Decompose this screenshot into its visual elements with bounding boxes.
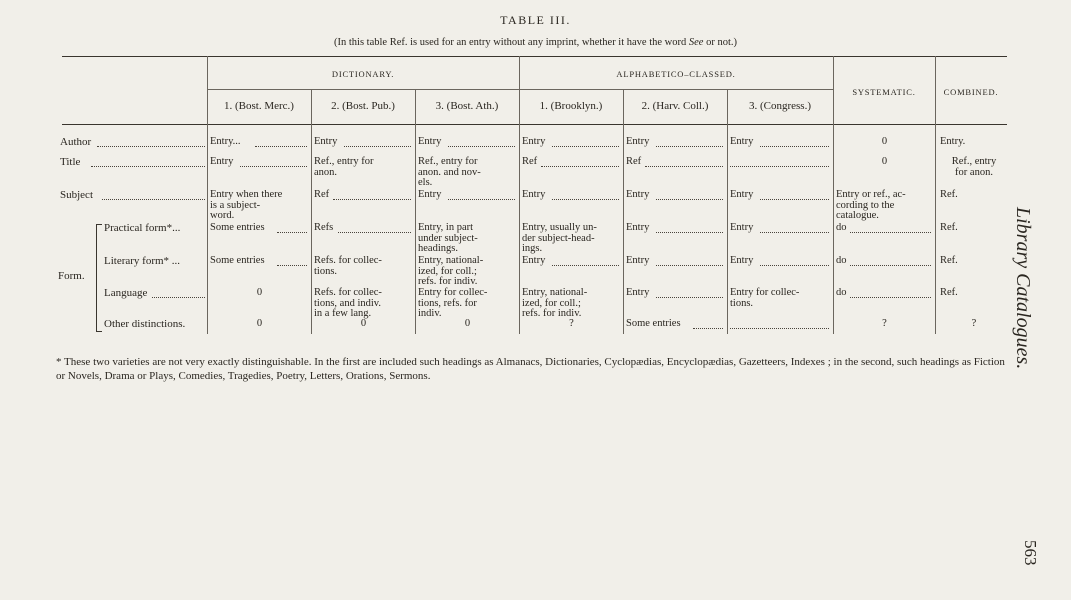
- cell-line: 0: [360, 318, 367, 329]
- table-cell: [418, 256, 517, 288]
- cell-line: Entry: [418, 189, 442, 200]
- form-brace: [96, 224, 102, 332]
- header-bottom-rule: [62, 124, 1007, 125]
- cell-line: ?: [569, 318, 574, 329]
- cell-line: Some entries: [210, 222, 265, 233]
- cell-line: headings.: [418, 243, 458, 254]
- col-line-2: [311, 89, 312, 334]
- cell-leader: [277, 265, 307, 266]
- col-line-3: [415, 89, 416, 334]
- cell-leader: [760, 265, 830, 266]
- row-label-leader: [102, 199, 205, 200]
- cell-line: anon.: [314, 166, 338, 178]
- row-label-leader: [91, 166, 205, 167]
- table-cell: [940, 319, 1008, 330]
- cell-line: tions.: [730, 297, 754, 309]
- col-head-brooklyn: 1. (Brooklyn.): [539, 100, 603, 112]
- top-rule: [62, 56, 1007, 57]
- cell-line: ?: [971, 318, 977, 329]
- cell-line: tions.: [314, 265, 338, 277]
- cell-line: Entry.: [940, 136, 966, 147]
- table-cell: [940, 256, 1008, 267]
- cell-leader: [333, 199, 411, 200]
- row-label: Language: [104, 287, 148, 299]
- cell-line: Entry: [626, 189, 650, 200]
- cell-line: in a few lang.: [314, 308, 372, 319]
- col-line-6: [727, 89, 728, 334]
- cell-line: Entry when there: [210, 189, 283, 200]
- col-head-harv-coll: 2. (Harv. Coll.): [641, 100, 709, 112]
- cell-line: tions, and indiv.: [314, 297, 381, 309]
- table-cell: [522, 319, 621, 330]
- page-number-text: 563: [1021, 540, 1040, 566]
- table-cell: [522, 223, 621, 255]
- table-note: [0, 37, 1071, 48]
- group-dictionary: DICTIONARY.: [331, 69, 395, 79]
- table-cell: [836, 137, 933, 148]
- table-cell: [210, 288, 309, 299]
- cell-line: Ref: [314, 189, 330, 200]
- cell-line: Ref.: [940, 287, 958, 298]
- cell-line: Entry for collec-: [418, 287, 488, 298]
- col-head-bost-ath: 3. (Bost. Ath.): [435, 100, 499, 112]
- cell-line: for anon.: [955, 166, 993, 178]
- cell-leader: [730, 166, 829, 167]
- table-cell: [940, 157, 1008, 178]
- cell-leader: [240, 166, 308, 167]
- cell-leader: [850, 265, 931, 266]
- cell-leader: [760, 146, 830, 147]
- cell-leader: [277, 232, 307, 233]
- cell-line: anon. and nov-: [418, 166, 481, 178]
- table-cell: [940, 223, 1008, 234]
- cell-line: els.: [418, 177, 433, 188]
- row-label-leader: [152, 297, 205, 298]
- cell-line: Some entries: [210, 255, 265, 266]
- row-label: Subject: [60, 189, 93, 201]
- cell-leader: [730, 328, 829, 329]
- col-line-4: [519, 56, 520, 334]
- cell-line: 0: [881, 156, 888, 167]
- note-text-after: or not.): [703, 37, 737, 48]
- cell-leader: [448, 199, 516, 200]
- cell-line: der subject-head-: [522, 232, 595, 244]
- col-line-8: [935, 56, 936, 334]
- cell-line: Ref.: [940, 222, 958, 233]
- cell-leader: [850, 232, 931, 233]
- cell-line: refs. for indiv.: [418, 276, 478, 287]
- table-cell: [314, 288, 413, 320]
- cell-leader: [760, 232, 830, 233]
- row-label: Title: [60, 156, 81, 168]
- cell-line: Refs. for collec-: [314, 287, 382, 298]
- running-head-text: Library Catalogues.: [1012, 207, 1034, 370]
- cell-line: word.: [210, 210, 235, 221]
- cell-line: do: [836, 255, 847, 266]
- cell-leader: [552, 265, 620, 266]
- row-label: Author: [60, 136, 92, 148]
- table-cell: [940, 190, 1008, 201]
- col-head-bost-merc: 1. (Bost. Merc.): [224, 100, 294, 112]
- cell-line: Entry: [730, 255, 754, 266]
- cell-line: 0: [464, 318, 471, 329]
- table-title: TABLE III.: [500, 13, 571, 27]
- cell-leader: [645, 166, 723, 167]
- col-head-bost-pub: 2. (Bost. Pub.): [331, 100, 395, 112]
- footnote: * These two varieties are not very exactly distinguishable. In the first are included such headings as Almanacs, Dictionaries, Cyclopædias, Encyclopædias, Gazetteers, Indexes ; in the second, such headings as Fiction or Novels, Drama or Plays, Comedies, Tragedies, Poetry, Letters, Orations, Sermons.: [56, 356, 1005, 382]
- cell-line: Entry: [522, 189, 546, 200]
- cell-leader: [448, 146, 516, 147]
- cell-line: Entry: [418, 136, 442, 147]
- cell-line: tions, refs. for: [418, 297, 477, 309]
- cell-line: Entry: [314, 136, 338, 147]
- cell-leader: [760, 199, 830, 200]
- cell-leader: [656, 232, 724, 233]
- cell-line: Ref: [626, 156, 642, 167]
- table-cell: [418, 288, 517, 320]
- table-cell: [210, 190, 309, 222]
- cell-line: ized, for coll.;: [522, 297, 581, 309]
- cell-line: Entry, national-: [522, 287, 588, 298]
- cell-leader: [552, 199, 620, 200]
- cell-line: Entry...: [210, 136, 241, 147]
- table-cell: [314, 319, 413, 330]
- table-cell: [836, 157, 933, 168]
- cell-line: Entry: [626, 136, 650, 147]
- row-label: Practical form*...: [104, 222, 181, 234]
- cell-line: Entry or ref., ac-: [836, 189, 906, 200]
- table-cell: [210, 319, 309, 330]
- cell-leader: [541, 166, 619, 167]
- cell-line: Entry: [626, 287, 650, 298]
- cell-line: Entry, in part: [418, 222, 474, 233]
- cell-leader: [552, 146, 620, 147]
- note-italic-word: See: [688, 37, 704, 48]
- row-label-leader: [97, 146, 205, 147]
- col-line-1: [207, 56, 208, 334]
- table-cell: [940, 288, 1008, 299]
- cell-line: Entry: [626, 255, 650, 266]
- row-label: Literary form* ...: [104, 255, 181, 267]
- cell-line: refs. for indiv.: [522, 308, 582, 319]
- cell-leader: [850, 297, 931, 298]
- col-line-7: [833, 56, 834, 334]
- note-text-before: (In this table Ref. is used for an entry without any imprint, whether it have the word: [334, 37, 689, 48]
- cell-line: catalogue.: [836, 210, 879, 221]
- cell-line: Entry: [730, 222, 754, 233]
- col-line-5: [623, 89, 624, 334]
- table-cell: [836, 190, 933, 222]
- cell-line: Ref., entry for: [418, 156, 478, 167]
- cell-leader: [656, 265, 724, 266]
- col-head-congress: 3. (Congress.): [748, 100, 812, 112]
- table-cell: [730, 288, 831, 309]
- cell-line: Ref: [522, 156, 538, 167]
- cell-line: ized, for coll.;: [418, 265, 477, 277]
- table-cell: [418, 223, 517, 255]
- cell-line: Ref., entry: [951, 156, 997, 167]
- cell-line: do: [836, 287, 847, 298]
- cell-leader: [656, 146, 724, 147]
- cell-line: Entry: [730, 136, 754, 147]
- cell-leader: [656, 297, 724, 298]
- cell-line: Ref.: [940, 255, 958, 266]
- cell-leader: [693, 328, 723, 329]
- cell-line: 0: [256, 287, 263, 298]
- cell-line: Ref., entry for: [314, 156, 374, 167]
- cell-line: 0: [881, 136, 888, 147]
- table-cell: [418, 157, 517, 189]
- cell-line: under subject-: [418, 232, 478, 244]
- cell-line: ings.: [522, 243, 543, 254]
- cell-line: Some entries: [626, 318, 681, 329]
- group-systematic: SYSTEMATIC.: [852, 87, 916, 97]
- cell-line: Refs. for collec-: [314, 255, 382, 266]
- cell-line: Entry: [210, 156, 234, 167]
- cell-line: Entry, usually un-: [522, 222, 597, 233]
- cell-line: indiv.: [418, 308, 442, 319]
- cell-line: Ref.: [940, 189, 958, 200]
- cell-leader: [656, 199, 724, 200]
- cell-line: Entry: [522, 136, 546, 147]
- table-cell: [940, 137, 1008, 148]
- cell-leader: [338, 232, 411, 233]
- cell-line: ?: [882, 318, 887, 329]
- cell-line: Entry: [730, 189, 754, 200]
- cell-line: Entry: [522, 255, 546, 266]
- form-label: Form.: [58, 270, 85, 282]
- table-cell: [418, 319, 517, 330]
- table-cell: [314, 256, 413, 277]
- cell-leader: [344, 146, 412, 147]
- row-label: Other distinctions.: [104, 318, 186, 330]
- cell-leader: [255, 146, 307, 147]
- group-combined: COMBINED.: [943, 87, 999, 97]
- table-cell: [836, 319, 933, 330]
- cell-line: Entry: [626, 222, 650, 233]
- table-cell: [522, 288, 621, 320]
- table-cell: [314, 157, 413, 178]
- cell-line: Entry for collec-: [730, 287, 800, 298]
- cell-line: cording to the: [836, 199, 895, 211]
- cell-line: is a subject-: [210, 199, 261, 211]
- cell-line: do: [836, 222, 847, 233]
- group-alphabetico: ALPHABETICO–CLASSED.: [616, 69, 736, 79]
- group-divider-rule: [207, 89, 833, 90]
- cell-line: 0: [256, 318, 263, 329]
- cell-line: Refs: [314, 222, 334, 233]
- cell-line: Entry, national-: [418, 255, 484, 266]
